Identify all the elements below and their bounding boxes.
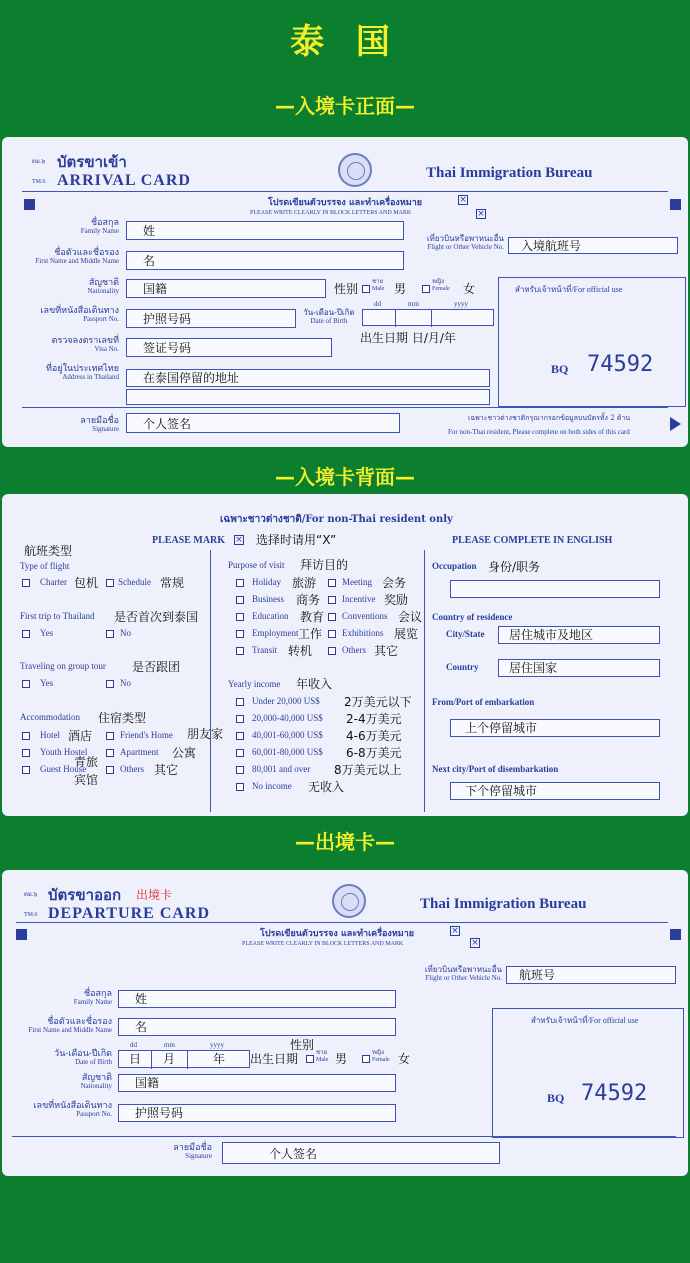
female-label-zh: 女 bbox=[463, 282, 476, 296]
group-no-checkbox[interactable] bbox=[106, 680, 114, 688]
official-use-box: สำหรับเจ้าหน้าที่/For official use BQ 74592 bbox=[498, 277, 686, 407]
occupation-field[interactable] bbox=[450, 580, 660, 598]
corner-square-right bbox=[670, 929, 681, 940]
please-mark-zh: 选择时请用“X” bbox=[256, 533, 337, 547]
passport-label: เลขที่หนังสือเดินทาง Passport No. bbox=[33, 1101, 112, 1118]
no-income-checkbox[interactable] bbox=[236, 783, 244, 791]
nationality-field[interactable]: 国籍 bbox=[118, 1074, 396, 1092]
accom-others-checkbox[interactable] bbox=[106, 766, 114, 774]
income-40001-60000-checkbox[interactable] bbox=[236, 732, 244, 740]
corner-square-right bbox=[670, 199, 681, 210]
charter-checkbox[interactable] bbox=[22, 579, 30, 587]
income-under-20000-checkbox[interactable] bbox=[236, 698, 244, 706]
serial-number: 74592 bbox=[581, 1081, 648, 1106]
instruction-en: PLEASE WRITE CLEARLY IN BLOCK LETTERS AND MARK bbox=[250, 210, 412, 216]
nationality-label: สัญชาติ Nationality bbox=[87, 278, 119, 295]
guest-house-checkbox[interactable] bbox=[22, 766, 30, 774]
form-code-th: ตม.๖ bbox=[32, 159, 46, 165]
passport-field[interactable]: 护照号码 bbox=[118, 1104, 396, 1122]
address-label: ที่อยู่ในประเทศไทย Address in Thailand bbox=[46, 364, 119, 381]
back-header: เฉพาะชาวต่างชาติ/For non-Thai resident only bbox=[220, 514, 453, 525]
mark-example-box: × bbox=[235, 535, 243, 545]
immigration-seal-icon bbox=[332, 884, 366, 918]
first-name-field[interactable]: 名 bbox=[118, 1018, 396, 1036]
mark-example-box-1: × bbox=[459, 195, 467, 205]
transit-checkbox[interactable] bbox=[236, 647, 244, 655]
corner-square-left bbox=[16, 929, 27, 940]
holiday-checkbox[interactable] bbox=[236, 579, 244, 587]
nationality-label: สัญชาติ Nationality bbox=[80, 1073, 112, 1090]
incentive-checkbox[interactable] bbox=[328, 596, 336, 604]
flight-label: เที่ยวบินหรือพาหนะอื่น Flight or Other Vehicle No. bbox=[424, 965, 502, 982]
arrival-thai-title: บัตรขาเข้า bbox=[57, 153, 127, 171]
departure-red-label: 出境卡 bbox=[136, 888, 173, 902]
mark-example-box-2: × bbox=[477, 209, 485, 219]
purpose-others-checkbox[interactable] bbox=[328, 647, 336, 655]
passport-field[interactable]: 护照号码 bbox=[126, 309, 296, 328]
signature-field[interactable]: 个人签名 bbox=[126, 413, 400, 433]
gender-label-zh: 性别 bbox=[290, 1038, 315, 1052]
flight-field[interactable]: 航班号 bbox=[506, 966, 676, 984]
employment-checkbox[interactable] bbox=[236, 630, 244, 638]
exhibitions-checkbox[interactable] bbox=[328, 630, 336, 638]
country-field[interactable]: 居住国家 bbox=[498, 659, 660, 677]
family-name-label: ชื่อสกุล Family Name bbox=[73, 989, 112, 1006]
apartment-checkbox[interactable] bbox=[106, 749, 114, 757]
embarkation-field[interactable]: 上个停留城市 bbox=[450, 719, 660, 737]
first-trip-yes-checkbox[interactable] bbox=[22, 630, 30, 638]
dob-label: วัน-เดือน-ปีเกิด Date of Birth bbox=[54, 1049, 112, 1066]
footer-thai: เฉพาะชาวต่างชาติกรุณากรอกข้อมูลบนบัตรทั้ง 2 ด้าน bbox=[468, 414, 631, 422]
serial-number: 74592 bbox=[587, 352, 654, 377]
arrow-right-icon bbox=[670, 417, 681, 431]
dob-field[interactable] bbox=[362, 309, 494, 326]
section-title-arrival-front: —入境卡正面— bbox=[275, 94, 415, 118]
passport-label: เลขที่หนังสือเดินทาง Passport No. bbox=[40, 306, 119, 323]
schedule-checkbox[interactable] bbox=[106, 579, 114, 587]
flight-field[interactable]: 入境航班号 bbox=[508, 237, 678, 254]
dob-label: วัน-เดือน-ปีเกิด Date of Birth bbox=[303, 308, 355, 325]
nationality-field[interactable]: 国籍 bbox=[126, 279, 326, 298]
page-title: 泰 国 bbox=[290, 22, 400, 62]
family-name-field[interactable]: 姓 bbox=[118, 990, 396, 1008]
departure-card: ตม.๖ TM.6 บัตรขาออก 出境卡 DEPARTURE CARD Thai Immigration Bureau โปรดเขียนตัวบรรจง และทำเครื่องหมาย × PLEASE WRITE CLEARLY IN BLOCK LETTERS AND MARK × เที่ยวบินหรือพาหนะอื่น Flight or Other Vehicle No. 航班号 ชื่อสกุล Family Name 姓 ชื่อตัวและชื่อรอง First Name and Middle Name 名 dd mm yyyy 性别 วัน-เดือน-ปีเกิด Date of Birth 日 月 年 出生日期 ชาย Male 男 หญิง Female 女 สัญชาติ Nationality 国籍 เลขที่หนังสือเดินทาง Passport No. 护照号码 สำหรับเจ้าหน้าที่/For official use BQ 74592 ลายมือชื่อ Signature 个人签名 bbox=[2, 870, 688, 1176]
arrival-en-title: ARRIVAL CARD bbox=[57, 172, 191, 189]
immigration-seal-icon bbox=[338, 153, 372, 187]
male-label-zh: 男 bbox=[335, 1052, 348, 1066]
first-name-label: ชื่อตัวและชื่อรอง First Name and Middle Name bbox=[28, 1017, 112, 1034]
first-name-field[interactable]: 名 bbox=[126, 251, 404, 270]
conventions-checkbox[interactable] bbox=[328, 613, 336, 621]
signature-label: ลายมือชื่อ Signature bbox=[173, 1143, 212, 1160]
arrival-card-back: เฉพาะชาวต่างชาติ/For non-Thai resident only PLEASE MARK × 选择时请用“X” PLEASE COMPLETE IN ENGLISH 航班类型 Type of flight Charter 包机 Schedule 常规 First trip to Thailand 是否首次到泰国 Yes No Traveling on group tour 是否跟团 Yes No Accommodation 住宿类型 Hotel 酒店 Friend's Home 朋友家 Youth Hostel 青旅 Apartment 公寓 Guest House 宾馆 Others 其它 Purpose of visit 拜访目的 Holiday 旅游 Meeting 会务 Business 商务 Incentive 奖励 Education 教育 Conventions 会议 Employment 工作 Exhibitions 展览 Transit 转机 Others 其它 Yearly income 年收入 Under 20,000 US$ 2万美元以下 20,000-40,000 US$ 2-4万美元 40,001-60,000 US$ 4-6万美元 60,001-80,000 US$ 6-8万美元 80,001 and over 8万美元以上 No income 无收入 Occupation 身份/职务 Country of residence City/State 居住城市及地区 Country 居住国家 From/Port of embarkation 上个停留城市 Next city/Port of disembarkation 下个停留城市 bbox=[2, 494, 688, 816]
dob-field[interactable]: 日 月 年 bbox=[118, 1050, 250, 1068]
hotel-checkbox[interactable] bbox=[22, 732, 30, 740]
female-label-zh: 女 bbox=[398, 1052, 411, 1066]
bureau-name: Thai Immigration Bureau bbox=[426, 165, 593, 181]
youth-hostel-checkbox[interactable] bbox=[22, 749, 30, 757]
first-trip-no-checkbox[interactable] bbox=[106, 630, 114, 638]
friends-home-checkbox[interactable] bbox=[106, 732, 114, 740]
first-name-label: ชื่อตัวและชื่อรอง First Name and Middle Name bbox=[35, 248, 119, 265]
male-label-zh: 男 bbox=[394, 282, 407, 296]
signature-field[interactable]: 个人签名 bbox=[222, 1142, 500, 1164]
male-checkbox[interactable] bbox=[306, 1055, 314, 1063]
signature-label: ลายมือชื่อ Signature bbox=[80, 416, 119, 433]
dob-label-zh: 出生日期 日/月/年 bbox=[360, 331, 456, 345]
visa-field[interactable]: 签证号码 bbox=[126, 338, 332, 357]
bureau-name: Thai Immigration Bureau bbox=[420, 896, 587, 912]
female-checkbox[interactable] bbox=[422, 285, 430, 293]
address-field[interactable]: 在泰国停留的地址 bbox=[126, 369, 490, 387]
footer-en: For non-Thai resident, Please complete on both sides of this card bbox=[448, 428, 630, 436]
dob-label-zh: 出生日期 bbox=[250, 1052, 299, 1066]
section-title-departure: —出境卡— bbox=[295, 830, 395, 854]
family-name-label: ชื่อสกุล Family Name bbox=[80, 218, 119, 235]
education-checkbox[interactable] bbox=[236, 613, 244, 621]
income-60001-80000-checkbox[interactable] bbox=[236, 749, 244, 757]
address-field-line-2[interactable] bbox=[126, 389, 490, 405]
income-80001-over-checkbox[interactable] bbox=[236, 766, 244, 774]
group-yes-checkbox[interactable] bbox=[22, 680, 30, 688]
form-code-en: TM.6 bbox=[32, 179, 46, 185]
arrival-card-front: ตม.๖ TM.6 บัตรขาเข้า ARRIVAL CARD Thai Immigration Bureau โปรดเขียนตัวบรรจง และทำเครื่องหมาย × PLEASE WRITE CLEARLY IN BLOCK LETTERS AND MARK × ชื่อสกุล Family Name 姓 ชื่อตัวและชื่อรอง First Name and Middle Name 名 สัญชาติ Nationality 国籍 性别 ชาย Male 男 หญิง Female 女 เลขที่หนังสือเดินทาง Passport No. 护照号码 วัน-เดือน-ปีเกิด Date of Birth dd mm yyyy 出生日期 日/月/年 ตรวจลงตราเลขที่ Visa No. 签证号码 ที่อยู่ในประเทศไทย Address in Thailand 在泰国停留的地址 เที่ยวบินหรือพาหนะอื่น Flight or Other Vehicle No. 入境航班号 สำหรับเจ้าหน้าที่/For official use BQ 74592 ลายมือชื่อ Signature 个人签名 เฉพาะชาวต่างชาติกรุณากรอกข้อมูลบนบัตรทั้ง 2 ด้าน For non-Thai resident, Please complete on both sides of this card bbox=[2, 137, 688, 447]
male-checkbox[interactable] bbox=[362, 285, 370, 293]
section-title-arrival-back: —入境卡背面— bbox=[275, 465, 415, 489]
official-use-box: สำหรับเจ้าหน้าที่/For official use BQ 74592 bbox=[492, 1008, 684, 1138]
departure-thai-title: บัตรขาออก bbox=[48, 886, 122, 904]
gender-label-zh: 性别 bbox=[334, 282, 359, 296]
departure-en-title: DEPARTURE CARD bbox=[48, 905, 211, 922]
flight-label: เที่ยวบินหรือพาหนะอื่น Flight or Other Vehicle No. bbox=[426, 234, 504, 251]
meeting-checkbox[interactable] bbox=[328, 579, 336, 587]
city-state-field[interactable]: 居住城市及地区 bbox=[498, 626, 660, 644]
business-checkbox[interactable] bbox=[236, 596, 244, 604]
family-name-field[interactable]: 姓 bbox=[126, 221, 404, 240]
income-20000-40000-checkbox[interactable] bbox=[236, 715, 244, 723]
visa-label: ตรวจลงตราเลขที่ Visa No. bbox=[51, 336, 119, 353]
corner-square-left bbox=[24, 199, 35, 210]
disembarkation-field[interactable]: 下个停留城市 bbox=[450, 782, 660, 800]
female-checkbox[interactable] bbox=[362, 1055, 370, 1063]
instruction-thai: โปรดเขียนตัวบรรจง และทำเครื่องหมาย bbox=[268, 198, 423, 208]
